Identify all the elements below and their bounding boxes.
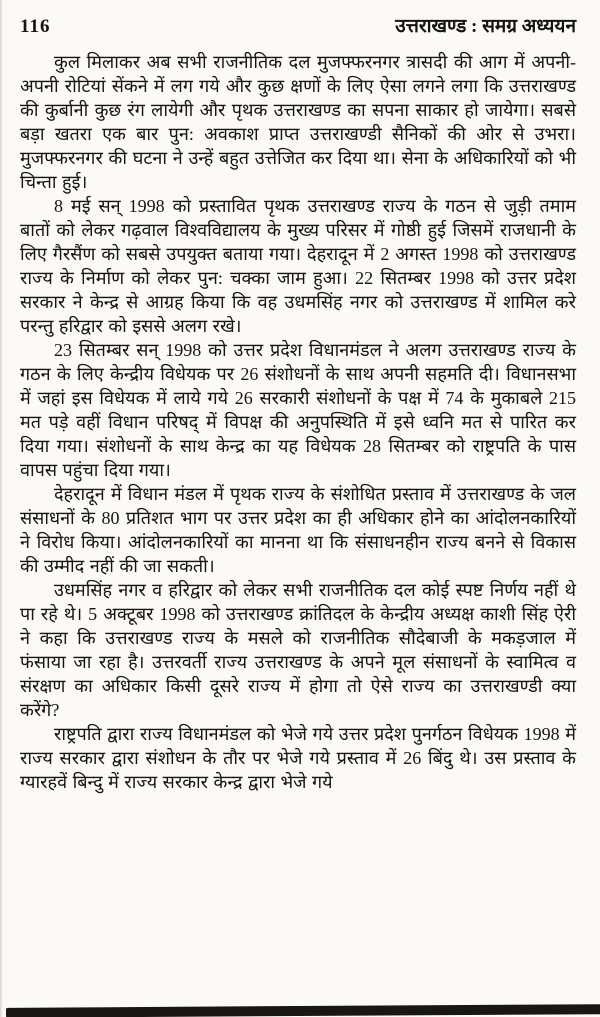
paragraph: कुल मिलाकर अब सभी राजनीतिक दल मुजफ्फरनगर त्रासदी की आग में अपनी-अपनी रोटियां सेंकने में लग गये और कुछ क्षणों के लिए ऐसा लगने लगा कि उत्तराखण्ड की कुर्बानी कुछ रंग लायेगी और पृथक उत्तराखण्ड का सपना साकार हो जायेगा। सबसे बड़ा खतरा एक बार पुन: अवकाश प्राप्त उत्तराखण्डी सैनिकों की ओर से उभरा। मुजफ्फरनगर की घटना ने उन्हें बहुत उत्तेजित कर दिया था। सेना के अधिकारियों को भी चिन्ता हुई। (20, 52, 576, 192)
paragraph: 23 सितम्बर सन् 1998 को उत्तर प्रदेश विधानमंडल ने अलग उत्तराखण्ड राज्य के गठन के लिए केन्द्रीय विधेयक पर 26 संशोधनों के साथ अपनी सहमति दी। विधानसभा में जहां इस विधेयक में लाये गये 26 सरकारी संशोधनों के पक्ष में 74 के मुकाबले 215 मत पड़े वहीं विधान परिषद् में विपक्ष की अनुपस्थिति में इसे ध्वनि मत से पारित कर दिया गया। संशोधनों के साथ केन्द्र का यह विधेयक 28 सितम्बर को राष्ट्रपति के पास वापस पहुंचा दिया गया। (20, 340, 576, 480)
page-number: 116 (20, 16, 51, 37)
page-header (20, 12, 576, 38)
scan-bottom-artifact (6, 1004, 600, 1017)
paragraph: देहरादून में विधान मंडल में पृथक राज्य के संशोधित प्रस्ताव में उत्तराखण्ड के जल संसाधनों के 80 प्रतिशत भाग पर उत्तर प्रदेश का ही अधिकार होने का आंदोलनकारियों ने विरोध किया। आंदोलनकारियों का मानना था कि संसाधनहीन राज्य बनने से विकास की उम्मीद नहीं की जा सकती। (20, 484, 576, 576)
paragraph: राष्ट्रपति द्वारा राज्य विधानमंडल को भेजे गये उत्तर प्रदेश पुनर्गठन विधेयक 1998 में राज्य सरकार द्वारा संशोधन के तौर पर भेजे गये प्रस्ताव में 26 बिंदु थे। उस प्रस्ताव के ग्यारहवें बिन्दु में राज्य सरकार केन्द्र द्वारा भेजे गये (20, 724, 576, 792)
paragraph: उधमसिंह नगर व हरिद्वार को लेकर सभी राजनीतिक दल कोई स्पष्ट निर्णय नहीं थे पा रहे थे। 5 अक्टूबर 1998 को उत्तराखण्ड क्रांतिदल के केन्द्रीय अध्यक्ष काशी सिंह ऐरी ने कहा कि उत्तराखण्ड राज्य के मसले को राजनीतिक सौदेबाजी के मकड़जाल में फंसाया जा रहा है। उत्तरवर्ती राज्य उत्तराखण्ड के अपने मूल संसाधनों के स्वामित्व व संरक्षण का अधिकार किसी दूसरे राज्य में होगा तो ऐसे राज्य का उत्तराखण्डी क्या करेंगे? (20, 580, 576, 720)
body-text (20, 50, 576, 794)
book-title: उत्तराखण्ड : समग्र अध्ययन (395, 16, 576, 37)
paragraph: 8 मई सन् 1998 को प्रस्तावित पृथक उत्तराखण्ड राज्य के गठन से जुड़ी तमाम बातों को लेकर गढ़वाल विश्वविद्यालय के मुख्य परिसर में गोष्ठी हुई जिसमें राजधानी के लिए गैरसैंण को सबसे उपयुक्त बताया गया। देहरादून में 2 अगस्त 1998 को उत्तराखण्ड राज्य के निर्माण को लेकर पुन: चक्का जाम हुआ। 22 सितम्बर 1998 को उत्तर प्रदेश सरकार ने केन्द्र से आग्रह किया कि वह उधमसिंह नगर को उत्तराखण्ड में शामिल करे परन्तु हरिद्वार को इससे अलग रखे। (20, 196, 576, 336)
scan-edge-artifact (0, 0, 3, 1017)
